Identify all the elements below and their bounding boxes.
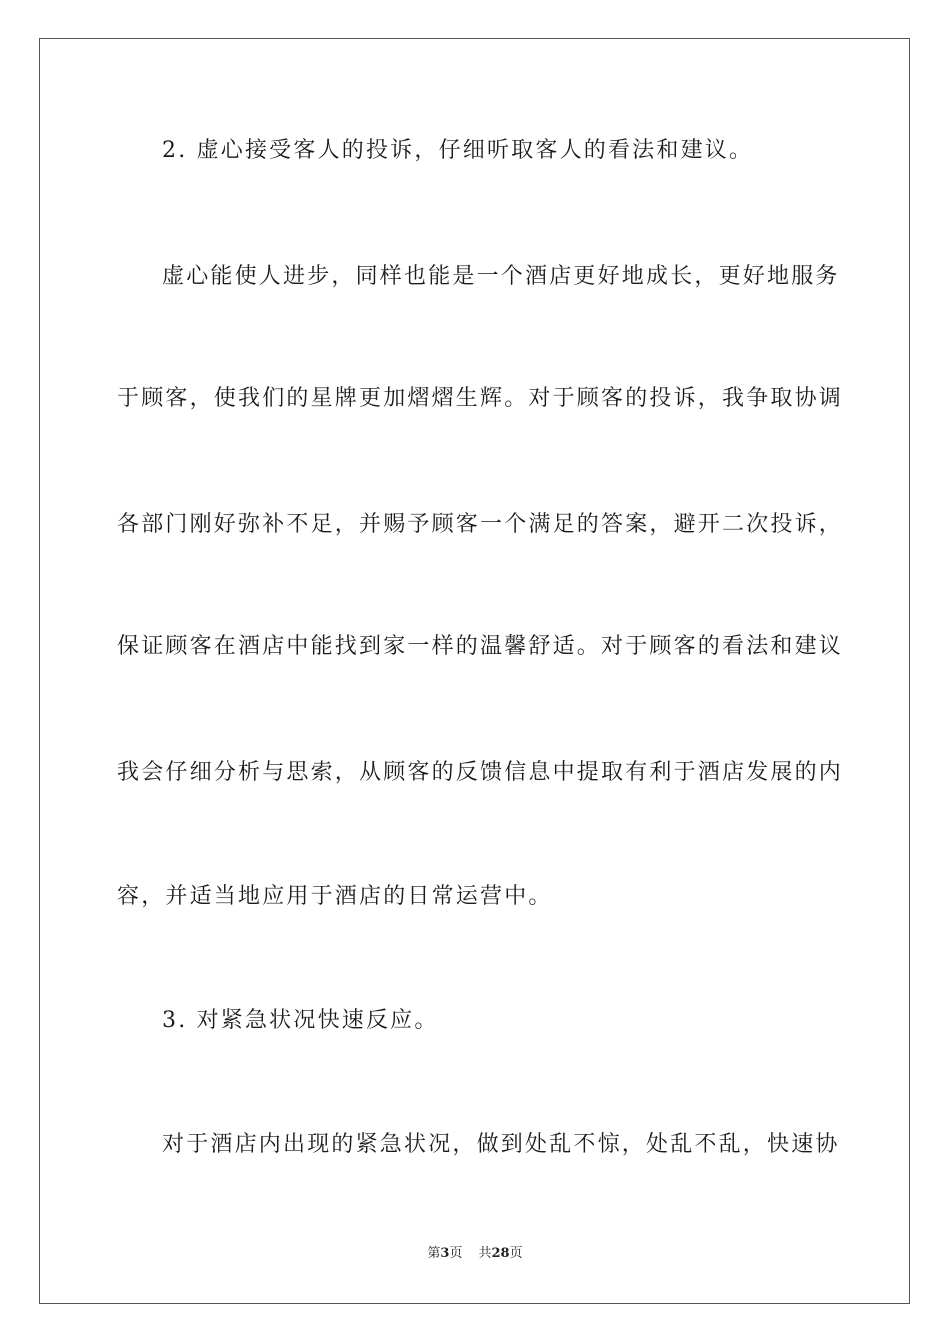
- footer-prefix: 第: [427, 1246, 441, 1261]
- footer-page-word: 页: [449, 1246, 463, 1261]
- paragraph-line: 于顾客，使我们的星牌更加熠熠生辉。对于顾客的投诉，我争取协调: [117, 386, 844, 411]
- paragraph-line: 保证顾客在酒店中能找到家一样的温馨舒适。对于顾客的看法和建议: [117, 634, 844, 659]
- page-footer: [0, 1245, 950, 1263]
- paragraph-line: 我会仔细分析与思索，从顾客的反馈信息中提取有利于酒店发展的内: [117, 760, 844, 785]
- list-item-heading-3: 3. 对紧急状况快速反应。: [162, 1008, 439, 1033]
- total-pages-number: 28: [491, 1246, 510, 1261]
- paragraph-line: 容，并适当地应用于酒店的日常运营中。: [117, 884, 553, 909]
- list-item-heading-2: 2. 虚心接受客人的投诉，仔细听取客人的看法和建议。: [162, 138, 754, 163]
- page-border: [39, 38, 910, 1304]
- footer-total-prefix: 共: [478, 1246, 492, 1261]
- paragraph-line: 虚心能使人进步，同样也能是一个酒店更好地成长，更好地服务: [162, 264, 840, 289]
- current-page-number: 3: [440, 1246, 450, 1261]
- footer-total-suffix: 页: [509, 1246, 523, 1261]
- paragraph-line: 对于酒店内出现的紧急状况，做到处乱不惊，处乱不乱，快速协: [162, 1132, 840, 1157]
- paragraph-line: 各部门刚好弥补不足，并赐予顾客一个满足的答案，避开二次投诉，: [117, 512, 844, 537]
